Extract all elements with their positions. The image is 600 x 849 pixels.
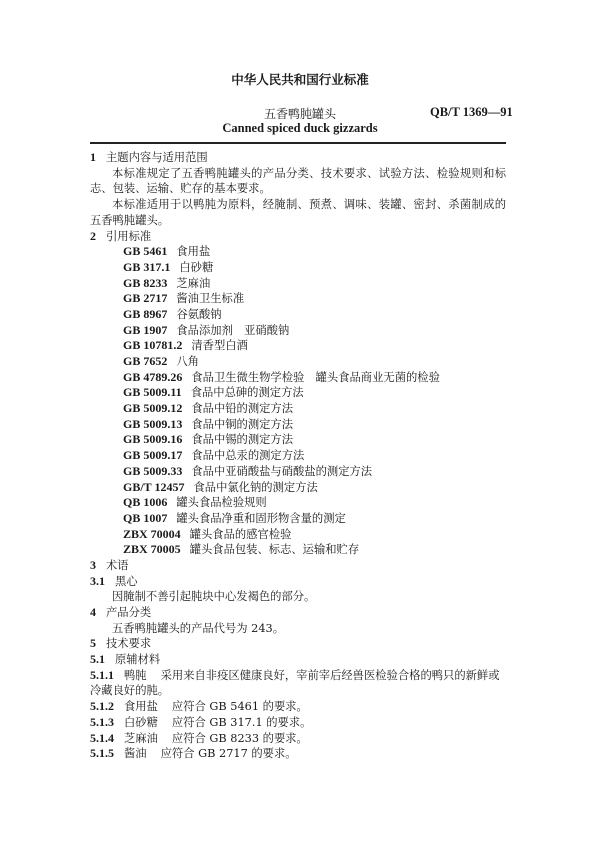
section-number: 3.1 bbox=[90, 573, 105, 588]
reference-code: GB 5009.13 bbox=[123, 416, 183, 431]
section-3-1-heading bbox=[90, 574, 506, 590]
reference-name: 酱油卫生标准 bbox=[176, 292, 245, 306]
reference-code: GB 5009.12 bbox=[123, 401, 183, 416]
item-text: 采用来自非疫区健康良好，宰前宰后经兽医检验合格的鸭只的新鲜或冷藏良好的肫。 bbox=[90, 668, 500, 698]
reference-name: 食品中亚硝酸盐与硝酸盐的测定方法 bbox=[191, 464, 373, 478]
reference-code: QB 1006 bbox=[123, 495, 168, 510]
reference-item bbox=[90, 307, 506, 323]
item-name: 酱油 bbox=[124, 747, 147, 761]
reference-item bbox=[90, 260, 506, 276]
paragraph: 本标准规定了五香鸭肫罐头的产品分类、技术要求、试验方法、检验规则和标志、包装、运输、贮存的基本要求。 bbox=[90, 166, 506, 196]
reference-item bbox=[90, 401, 506, 417]
item-text: 应符合 GB 317.1 的要求。 bbox=[171, 715, 312, 729]
item-name: 芝麻油 bbox=[124, 731, 158, 745]
paragraph: 五香鸭肫罐头的产品代号为 243。 bbox=[112, 621, 285, 635]
reference-name: 八角 bbox=[176, 355, 199, 368]
reference-item bbox=[90, 542, 506, 558]
reference-item bbox=[90, 448, 506, 464]
reference-code: ZBX 70005 bbox=[123, 542, 181, 557]
reference-code: GB 317.1 bbox=[123, 259, 171, 274]
reference-item bbox=[90, 417, 506, 433]
reference-item bbox=[90, 276, 506, 292]
section-title: 引用标准 bbox=[106, 229, 152, 243]
reference-code: GB 10781.2 bbox=[123, 338, 183, 353]
reference-name: 芝麻油 bbox=[176, 276, 211, 290]
item-number: 5.1.2 bbox=[90, 699, 114, 714]
item-text: 应符合 GB 2717 的要求。 bbox=[160, 747, 297, 761]
reference-code: GB 7652 bbox=[123, 354, 168, 368]
reference-name: 食品中铅的测定方法 bbox=[191, 402, 294, 416]
reference-name: 食品中氯化钠的测定方法 bbox=[193, 480, 318, 494]
reference-item bbox=[90, 432, 506, 448]
section-number: 2 bbox=[90, 228, 96, 243]
standard-organization: 中华人民共和国行业标准 bbox=[231, 72, 369, 87]
section-number: 4 bbox=[90, 605, 96, 619]
reference-list bbox=[90, 244, 506, 558]
section-3-heading bbox=[90, 558, 506, 574]
section-title: 原辅材料 bbox=[115, 653, 161, 667]
reference-name: 清香型白酒 bbox=[191, 339, 248, 353]
reference-name: 罐头食品包装、标志、运输和贮存 bbox=[189, 543, 360, 557]
requirement-item bbox=[90, 668, 506, 699]
reference-name: 罐头食品的感官检验 bbox=[189, 527, 292, 541]
reference-code: GB 5009.33 bbox=[123, 463, 183, 478]
reference-code: GB 2717 bbox=[123, 291, 168, 306]
reference-item bbox=[90, 385, 506, 401]
requirement-item bbox=[90, 715, 506, 731]
section-title: 黑心 bbox=[115, 574, 138, 588]
reference-item bbox=[90, 244, 506, 260]
requirement-item bbox=[90, 746, 506, 762]
reference-code: GB 1907 bbox=[123, 322, 168, 337]
reference-item bbox=[90, 323, 506, 339]
reference-item bbox=[90, 495, 506, 511]
section-number: 5 bbox=[90, 636, 96, 651]
item-number: 5.1.1 bbox=[90, 667, 114, 682]
reference-code: GB 5009.16 bbox=[123, 432, 183, 447]
reference-item bbox=[90, 480, 506, 496]
section-number: 5.1 bbox=[90, 652, 105, 667]
reference-code: GB 5009.11 bbox=[123, 385, 182, 400]
reference-name: 谷氨酸钠 bbox=[176, 307, 222, 321]
standard-code: QB/T 1369—91 bbox=[430, 105, 513, 119]
reference-name: 食品中锡的测定方法 bbox=[191, 433, 294, 447]
reference-code: QB 1007 bbox=[123, 510, 168, 525]
reference-code: GB/T 12457 bbox=[123, 479, 185, 494]
requirement-item bbox=[90, 699, 506, 715]
reference-name: 食品中总汞的测定方法 bbox=[191, 449, 305, 463]
item-text: 应符合 GB 8233 的要求。 bbox=[171, 731, 308, 745]
header-rule bbox=[90, 142, 506, 144]
section-number: 1 bbox=[90, 150, 96, 164]
item-number: 5.1.3 bbox=[90, 714, 114, 729]
document-body bbox=[90, 150, 506, 762]
title-chinese: 五香鸭肫罐头 bbox=[263, 107, 336, 121]
item-name: 白砂糖 bbox=[124, 715, 158, 729]
section-1-heading bbox=[90, 150, 506, 166]
reference-name: 罐头食品净重和固形物含量的测定 bbox=[176, 511, 346, 525]
reference-code: GB 8233 bbox=[123, 275, 168, 290]
section-title: 技术要求 bbox=[106, 637, 152, 651]
section-title: 产品分类 bbox=[106, 606, 152, 619]
reference-name: 罐头食品检验规则 bbox=[176, 496, 267, 510]
reference-code: GB 5009.17 bbox=[123, 448, 183, 463]
item-number: 5.1.4 bbox=[90, 730, 114, 745]
section-5-heading bbox=[90, 636, 506, 652]
reference-code: GB 4789.26 bbox=[123, 369, 183, 384]
title-english: Canned spiced duck gizzards bbox=[222, 121, 378, 135]
reference-name: 食品添加剂 亚硝酸钠 bbox=[176, 323, 290, 337]
item-number: 5.1.5 bbox=[90, 746, 114, 761]
reference-item bbox=[90, 527, 506, 543]
section-2-heading bbox=[90, 229, 506, 245]
reference-name: 食品中铜的测定方法 bbox=[191, 417, 294, 431]
reference-name: 食品卫生微生物学检验 罐头食品商业无菌的检验 bbox=[191, 370, 440, 384]
reference-code: ZBX 70004 bbox=[123, 526, 181, 541]
paragraph: 本标准适用于以鸭肫为原料，经腌制、预煮、调味、装罐、密封、杀菌制成的五香鸭肫罐头。 bbox=[90, 198, 506, 227]
reference-code: GB 5461 bbox=[123, 244, 168, 259]
reference-name: 食品中总砷的测定方法 bbox=[190, 386, 304, 400]
reference-item bbox=[90, 354, 506, 370]
reference-name: 白砂糖 bbox=[179, 260, 214, 274]
reference-item bbox=[90, 464, 506, 480]
item-text: 应符合 GB 5461 的要求。 bbox=[171, 700, 308, 714]
section-title: 主题内容与适用范围 bbox=[106, 151, 208, 164]
item-name: 食用盐 bbox=[124, 700, 158, 714]
item-name: 鸭肫 bbox=[124, 668, 147, 682]
requirement-items bbox=[90, 668, 506, 762]
reference-item bbox=[90, 511, 506, 527]
reference-name: 食用盐 bbox=[176, 245, 211, 259]
reference-item bbox=[90, 370, 506, 386]
section-title: 术语 bbox=[106, 558, 129, 572]
requirement-item bbox=[90, 731, 506, 747]
section-number: 3 bbox=[90, 557, 96, 572]
reference-item bbox=[90, 291, 506, 307]
section-4-heading bbox=[90, 605, 506, 621]
section-5-1-heading bbox=[90, 652, 506, 668]
reference-item bbox=[90, 338, 506, 354]
paragraph: 因腌制不善引起肫块中心发褐色的部分。 bbox=[112, 590, 316, 604]
reference-code: GB 8967 bbox=[123, 306, 168, 321]
